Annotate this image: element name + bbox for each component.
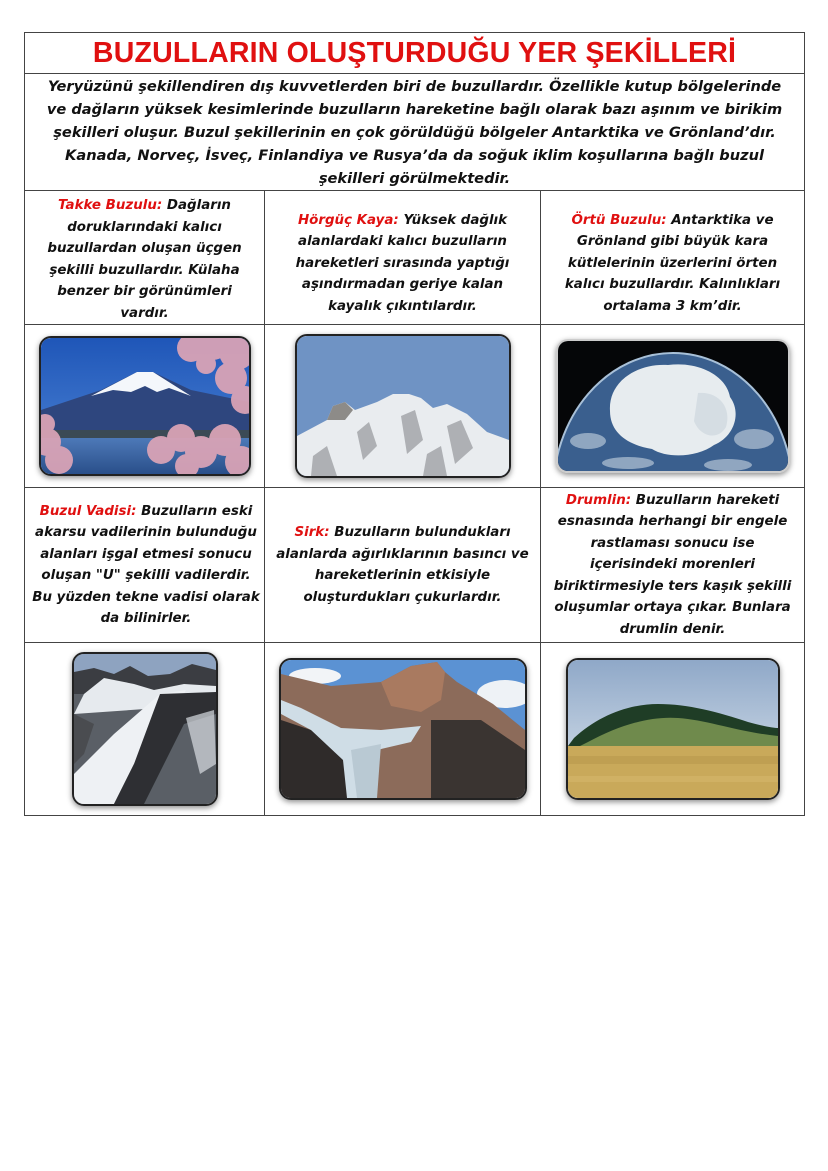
page-title: BUZULLARIN OLUŞTURDUĞU YER ŞEKİLLERİ — [92, 37, 737, 69]
landform-description — [547, 198, 799, 318]
cell-sirk-text — [265, 488, 541, 643]
worksheet — [24, 32, 804, 816]
glacier-valley-photo — [72, 652, 218, 806]
snowy-rocky-peak-photo — [295, 334, 511, 478]
cell-ortu-buzulu-text — [541, 191, 805, 325]
landforms-table — [24, 32, 805, 816]
cell-horguc-kaya-image — [265, 325, 541, 488]
landform-term: Drumlin: — [565, 492, 632, 508]
landform-term: Sirk: — [294, 525, 330, 540]
cell-ortu-buzulu-image — [541, 325, 805, 488]
landform-term: Örtü Buzulu: — [571, 212, 667, 228]
landform-definition: Buzulların eski akarsu vadilerinin bulunduğu alanları işgal etmesi sonucu oluşan "U" şekilli vadilerdir. Bu yüzden tekne vadisi olarak da bilinirler. — [32, 503, 260, 626]
landform-description — [277, 198, 529, 318]
cell-buzul-vadisi-image — [25, 643, 265, 816]
antarctica-from-space-photo — [556, 339, 790, 473]
cell-horguc-kaya-text — [265, 191, 541, 325]
landform-term: Takke Buzulu: — [58, 198, 163, 213]
drumlin-hill-photo — [566, 658, 780, 800]
intro-paragraph: Yeryüzünü şekillendiren dış kuvvetlerden biri de buzullardır. Özellikle kutup bölgelerinde ve dağların yüksek kesimlerinde buzulların hareketine bağlı olarak bazı aşınım ve birikim şekilleri oluşur. Buzul şekillerinin en çok görüldüğü bölgeler Antarktika ve Grönland’dır. Kanada, Norveç, İsveç, Finlandiya ve Rusya’da da soğuk iklim koşullarına bağlı buzul şekilleri görülmektedir. — [46, 77, 783, 187]
cell-buzul-vadisi-text — [25, 488, 265, 643]
intro-cell — [25, 74, 805, 191]
landform-definition: Buzulların bulundukları alanlarda ağırlıklarının basıncı ve hareketlerinin etkisiyle oluşturdukları çukurlardır. — [276, 525, 529, 605]
cell-sirk-image — [265, 643, 541, 816]
landform-definition: Buzulların hareketi esnasında herhangi bir engele rastlaması sonucu ise içerisindeki morenleri biriktirmesiyle ters kaşık şekilli oluşumlar ortaya çıkar. Bunlara drumlin denir. — [553, 492, 792, 637]
landform-definition: Dağların doruklarındaki kalıcı buzullardan oluşan üçgen şekilli buzullardır. Külaha benzer bir görünümleri vardır. — [47, 198, 242, 321]
cirque-glacier-photo — [279, 658, 527, 800]
landform-description — [542, 490, 804, 641]
cell-drumlin-text — [541, 488, 805, 643]
snow-capped-volcano-photo — [39, 336, 251, 476]
cell-takke-buzulu-image — [25, 325, 265, 488]
landform-term: Hörgüç Kaya: — [297, 212, 399, 228]
landform-description — [269, 522, 537, 608]
cell-drumlin-image — [541, 643, 805, 816]
landform-definition: Yüksek dağlık alanlardaki kalıcı buzulların hareketleri sırasında yaptığı aşındırmadan geriye kalan kayalık çıkıntılardır. — [295, 212, 510, 314]
landform-definition: Antarktika ve Grönland gibi büyük kara kütlelerinin üzerlerini örten kalıcı buzullardır. Kalınlıkları ortalama 3 km’dir. — [564, 212, 781, 314]
landform-term: Buzul Vadisi: — [39, 503, 137, 519]
cell-takke-buzulu-text — [25, 191, 265, 325]
landform-description — [33, 191, 257, 324]
landform-description — [25, 501, 267, 630]
title-cell — [25, 33, 805, 74]
